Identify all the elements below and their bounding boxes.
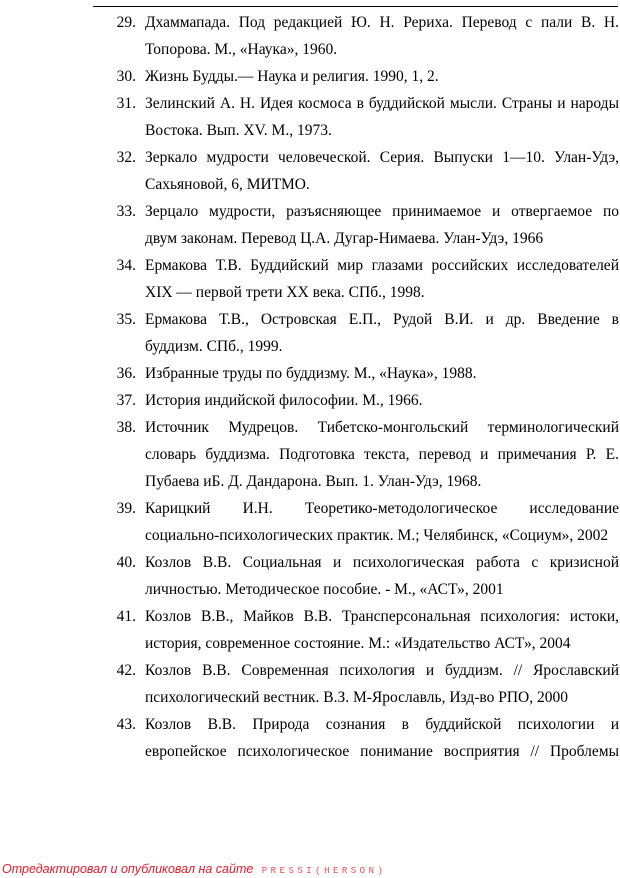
entry-number: 30.	[116, 68, 136, 85]
entry-text	[145, 306, 619, 360]
entry-number: 35.	[116, 311, 136, 328]
entry-line: словарь буддизма. Подготовка текста, перевод и примечания Р. Е.	[145, 446, 619, 463]
entry-line: социально-психологических практик. М.; Челябинск, «Социум», 2002	[145, 527, 609, 544]
entry-text	[145, 414, 619, 495]
entry-number: 41.	[116, 608, 136, 625]
entry-text	[145, 549, 619, 603]
entry-line: Ермакова Т.В., Островская Е.П., Рудой В.И. и др. Введение в	[145, 311, 619, 328]
entry-text	[145, 657, 619, 711]
entry-line: XIX — первой трети XX века. СПб., 1998.	[145, 284, 425, 301]
entry-line: Топорова. М., «Наука», 1960.	[145, 41, 338, 58]
entry-line: Востока. Вып. XV. М., 1973.	[145, 122, 332, 139]
entry-text	[145, 9, 619, 63]
footer-site-logo[interactable]: PRESSI(HERSON)	[261, 866, 387, 876]
footer-credit	[2, 860, 386, 878]
entry-text	[145, 711, 619, 765]
entry-number: 40.	[116, 554, 136, 571]
entry-line: европейское психологическое понимание восприятия // Проблемы	[145, 743, 619, 760]
entry-text	[145, 252, 619, 306]
entry-text	[145, 603, 619, 657]
entry-text	[145, 144, 619, 198]
entry-line: Пубаева иБ. Д. Дандарона. Вып. 1. Улан-Удэ, 1968.	[145, 473, 482, 490]
entry-text	[145, 360, 619, 387]
entry-line: Сахьяновой, 6, МИТМО.	[145, 176, 310, 193]
entry-number: 43.	[116, 716, 136, 733]
entry-line: Козлов В.В., Майков В.В. Трансперсональная психология: истоки,	[145, 608, 619, 625]
entry-line: буддизм. СПб., 1999.	[145, 338, 283, 355]
entry-line: Жизнь Будды.— Наука и религия. 1990, 1, 2.	[145, 68, 439, 85]
entry-text	[145, 198, 619, 252]
entry-number: 29.	[116, 14, 136, 31]
footer-text: Отредактировал и опубликовал на сайте	[2, 862, 254, 876]
entry-line: личностью. Методическое пособие. - М., «АСТ», 2001	[145, 581, 504, 598]
entry-number: 38.	[116, 419, 136, 436]
entry-line: Карицкий И.Н. Теоретико-методологическое исследование	[145, 500, 619, 517]
entry-text	[145, 387, 619, 414]
entry-number: 42.	[116, 662, 136, 679]
entry-line: Зеркало мудрости человеческой. Серия. Выпуски 1—10. Улан-Удэ,	[145, 149, 619, 166]
entry-text	[145, 495, 619, 549]
entry-line: психологический вестник. В.З. М-Ярославль, Изд-во РПО, 2000	[145, 689, 569, 706]
entry-line: Зелинский А. Н. Идея космоса в буддийской мысли. Страны и народы	[145, 95, 619, 112]
entry-line: Ермакова Т.В. Буддийский мир глазами российских исследователей	[145, 257, 619, 274]
entry-number: 34.	[116, 257, 136, 274]
entry-line: двум законам. Перевод Ц.А. Дугар-Нимаева. Улан-Удэ, 1966	[145, 230, 544, 247]
top-rule	[93, 6, 618, 7]
entry-line: Источник Мудрецов. Тибетско-монгольский терминологический	[145, 419, 619, 436]
entry-line: Дхаммапада. Под редакцией Ю. Н. Рериха. Перевод с пали В. Н.	[145, 14, 619, 31]
entry-number: 36.	[116, 365, 136, 382]
entry-number: 32.	[116, 149, 136, 166]
entry-line: Козлов В.В. Природа сознания в буддийской психологии и	[145, 716, 619, 733]
entry-text	[145, 63, 619, 90]
entry-line: Избранные труды по буддизму. М., «Наука», 1988.	[145, 365, 477, 382]
entry-line: Козлов В.В. Социальная и психологическая работа с кризисной	[145, 554, 619, 571]
entry-line: Зерцало мудрости, разъясняющее принимаемое и отвергаемое по	[145, 203, 619, 220]
entry-number: 37.	[116, 392, 136, 409]
entry-line: история, современное состояние. М.: «Издательство АСТ», 2004	[145, 635, 571, 652]
entry-text	[145, 90, 619, 144]
entry-number: 33.	[116, 203, 136, 220]
entry-number: 31.	[116, 95, 136, 112]
entry-line: Козлов В.В. Современная психология и буддизм. // Ярославский	[145, 662, 619, 679]
entry-line: История индийской философии. М., 1966.	[145, 392, 423, 409]
entry-number: 39.	[116, 500, 136, 517]
